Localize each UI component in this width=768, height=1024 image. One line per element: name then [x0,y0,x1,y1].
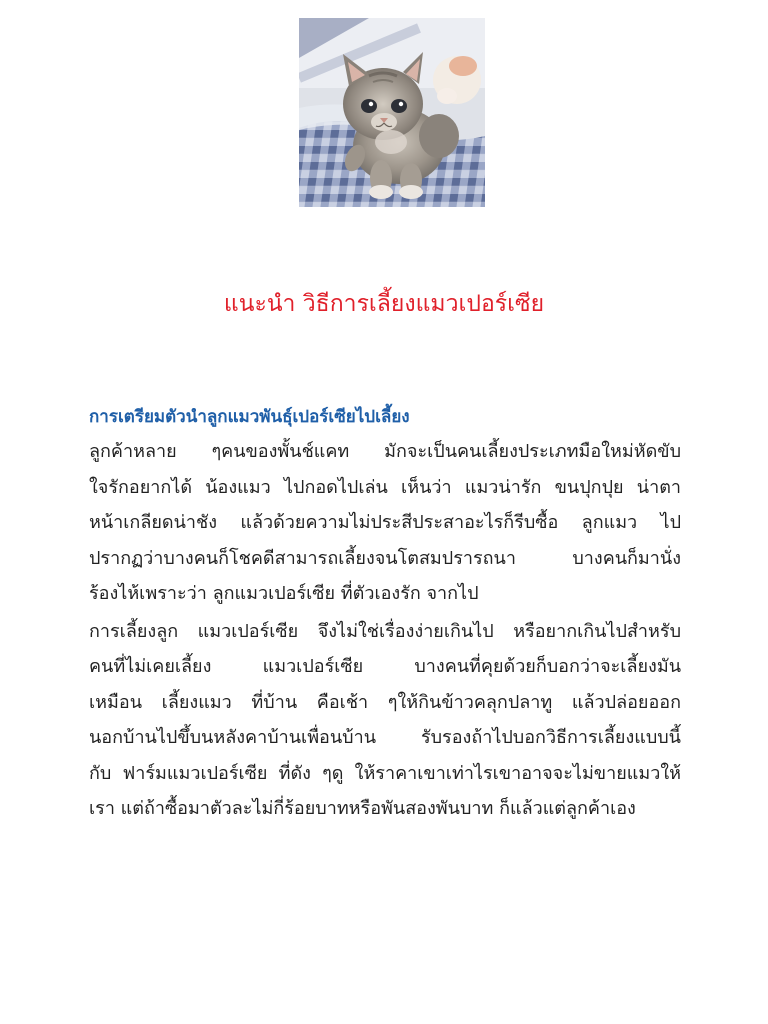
paragraph-1 [89,434,681,612]
paragraph-line: การเลี้ยงลูก แมวเปอร์เซีย จึงไม่ใช่เรื่องง่ายเกินไป หรือยากเกินไปสำหรับ [89,620,681,642]
paragraph-line: ลูกค้าหลาย ๆคนของพั้นช์แคท มักจะเป็นคนเลี้ยงประเภทมือใหม่หัดขับ [89,441,681,462]
paragraph-line: นอกบ้านไปขึ้บนหลังคาบ้านเพื่อนบ้าน รับรองถ้าไปบอกวิธีการเลี้ยงแบบนี้ [89,727,681,748]
kitten-photo [299,18,485,207]
section-heading: การเตรียมตัวนำลูกแมวพันธุ์เปอร์เซียไปเลี้ยง [89,407,410,427]
paragraph-line: ร้องไห้เพราะว่า ลูกแมวเปอร์เซีย ที่ตัวเองรัก จากไป [89,583,479,604]
paragraph-2 [89,614,681,827]
paragraph-line: ปรากฏว่าบางคนก็โชคดีสามารถเลี้ยงจนโตสมปรารถนา บางคนก็มานั่ง [89,547,681,569]
kitten-image [299,18,485,207]
paragraph-line: เรา แต่ถ้าซื้อมาตัวละไม่กี่ร้อยบาทหรือพันสองพันบาท ก็แล้วแต่ลูกค้าเอง [89,798,636,819]
paragraph-line: กับ ฟาร์มแมวเปอร์เซีย ที่ดัง ๆดู ให้ราคาเขาเท่าไรเขาอาจจะไม่ขายแมวให้ [89,762,681,784]
paragraph-line: เหมือน เลี้ยงแมว ที่บ้าน คือเช้า ๆให้กินข้าวคลุกปลาทู แล้วปล่อยออก [89,691,681,713]
paragraph-line: หน้าเกลียดน่าชัง แล้วด้วยความไม่ประสีประสาอะไรก็รีบซื้อ ลูกแมว ไป [89,512,681,533]
paragraph-line: ใจรักอยากได้ น้องแมว ไปกอดไปเล่น เห็นว่า แมวน่ารัก ขนปุกปุย น่าตา [89,476,681,498]
article-body [89,402,681,829]
paragraph-line: คนที่ไม่เคยเลี้ยง แมวเปอร์เซีย บางคนที่คุยด้วยก็บอกว่าจะเลี้ยงมัน [89,656,681,677]
page-title: แนะนำ วิธีการเลี้ยงแมวเปอร์เซีย [223,291,545,317]
